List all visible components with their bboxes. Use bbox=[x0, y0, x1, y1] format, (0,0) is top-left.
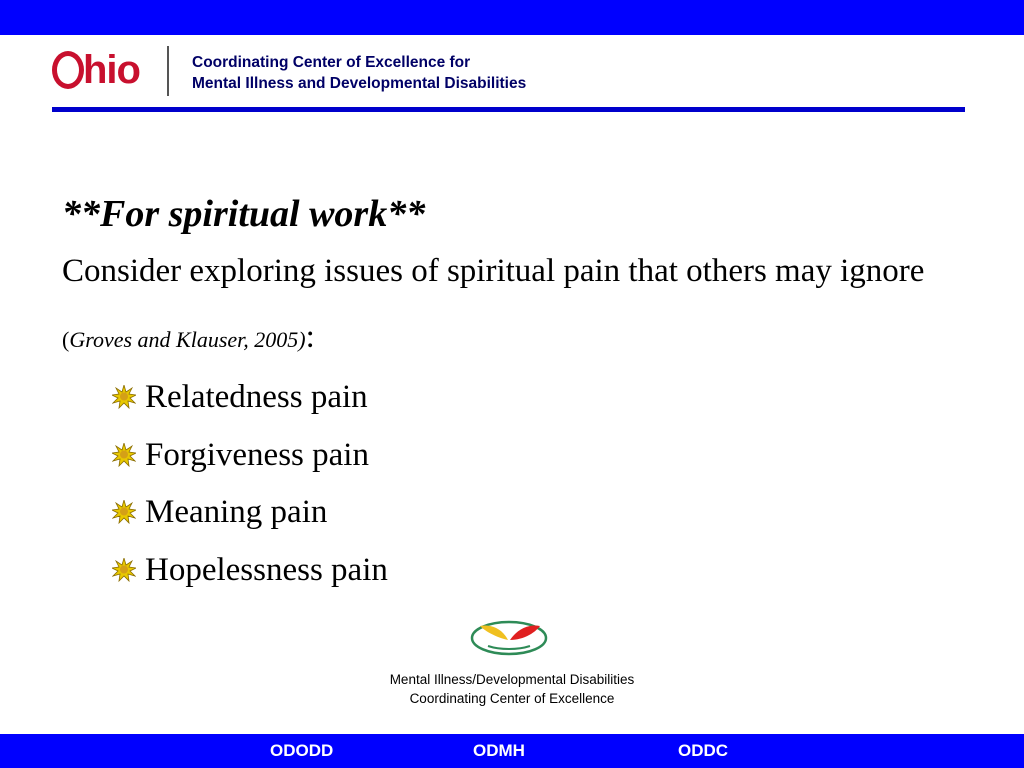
sunburst-bullet-icon bbox=[112, 558, 136, 582]
slide-title: **For spiritual work** bbox=[62, 193, 426, 235]
intro-prefix: Consider exploring issues of spiritual pain that others may ignore bbox=[62, 253, 925, 289]
sunburst-bullet-icon bbox=[112, 385, 136, 409]
header-title bbox=[192, 52, 526, 94]
bottom-bar bbox=[0, 734, 1024, 768]
sunburst-bullet-icon bbox=[112, 500, 136, 524]
leaf-ellipse-logo bbox=[468, 618, 550, 658]
bullet-text: Forgiveness pain bbox=[145, 436, 369, 473]
list-item bbox=[112, 372, 388, 430]
footer-caption: Mental Illness/Developmental Disabilities Coordinating Center of Excellence bbox=[389, 672, 635, 706]
slide-content bbox=[62, 188, 962, 373]
bullet-text: Relatedness pain bbox=[145, 379, 368, 415]
ohio-logo bbox=[52, 47, 162, 97]
bullet-list bbox=[112, 372, 388, 602]
header-divider bbox=[167, 46, 169, 96]
list-item bbox=[112, 430, 388, 488]
footer-nav-ododd: ODODD bbox=[270, 741, 334, 760]
header-line-1: Coordinating Center of Excellence for bbox=[192, 54, 471, 71]
header-rule bbox=[52, 107, 965, 112]
list-item bbox=[112, 487, 388, 545]
list-item bbox=[112, 545, 388, 603]
citation: Groves and Klauser, 2005) bbox=[69, 327, 306, 352]
bullet-text: Hopelessness pain bbox=[145, 551, 388, 588]
ohio-logo-o bbox=[52, 51, 84, 89]
footer-nav-odmh: ODMH bbox=[473, 741, 525, 760]
top-bar bbox=[0, 0, 1024, 35]
intro-text bbox=[62, 238, 962, 373]
sunburst-bullet-icon bbox=[112, 443, 136, 467]
header-line-2: Mental Illness and Developmental Disabilities bbox=[192, 75, 527, 92]
ohio-logo-text: hio bbox=[83, 48, 140, 92]
intro-suffix: : bbox=[305, 319, 315, 355]
citation-open: ( bbox=[62, 327, 70, 352]
bullet-text: Meaning pain bbox=[145, 494, 328, 530]
footer-nav-oddc: ODDC bbox=[678, 741, 729, 760]
